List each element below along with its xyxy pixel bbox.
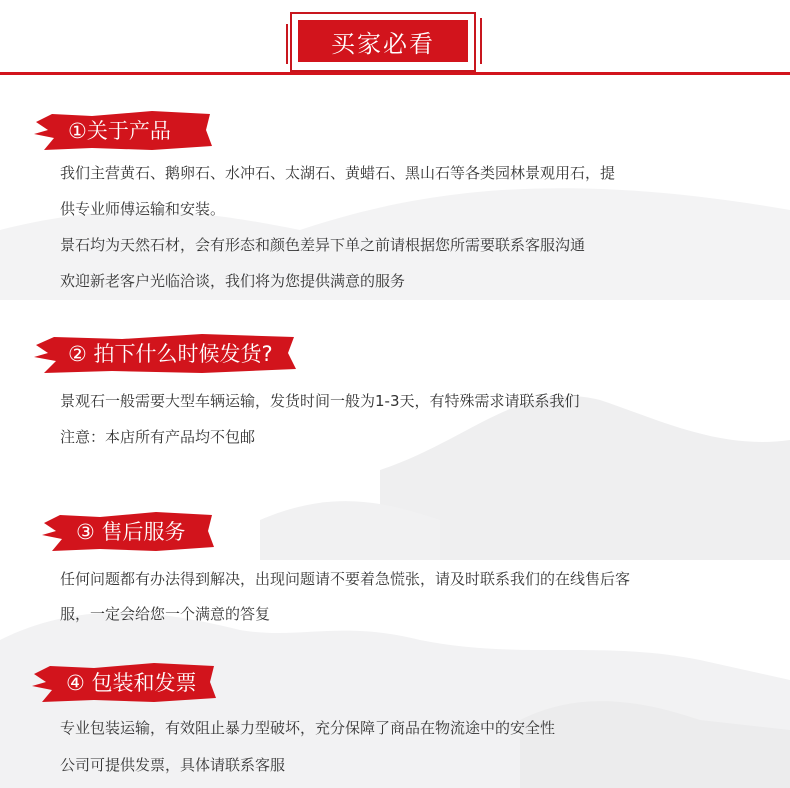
section-title: ①关于产品 [68,119,171,143]
section-text-line: 服，一定会给您一个满意的答复 [60,605,271,623]
header-rule [0,72,790,75]
section-text-line: 任何问题都有办法得到解决，出现问题请不要着急慌张，请及时联系我们的在线售后客 [60,570,631,588]
section-heading-shipping [32,331,296,375]
section-text-line: 供专业师傅运输和安装。 [60,200,226,218]
section-heading-products [32,108,212,152]
section-title: ③ 售后服务 [76,520,186,544]
section-text-line: 欢迎新老客户光临洽谈，我们将为您提供满意的服务 [60,272,406,290]
section-text-line: 公司可提供发票，具体请联系客服 [60,756,286,774]
page-title: 买家必看 [298,20,468,62]
section-title: ④ 包装和发票 [66,671,197,695]
section-text-line: 景观石一般需要大型车辆运输，发货时间一般为1-3天，有特殊需求请联系我们 [60,392,580,410]
section-heading-packaging [30,660,216,704]
section-text-line: 景石均为天然石材，会有形态和颜色差异下单之前请根据您所需要联系客服沟通 [60,236,586,254]
section-heading-after-sales [40,509,214,553]
section-text-line: 专业包装运输，有效阻止暴力型破坏，充分保障了商品在物流途中的安全性 [60,719,556,737]
section-text-line: 我们主营黄石、鹅卵石、水冲石、太湖石、黄蜡石、黑山石等各类园林景观用石，提 [60,164,616,182]
section-title: ② 拍下什么时候发货? [68,342,273,366]
title-banner [290,12,476,72]
section-text-line: 注意：本店所有产品均不包邮 [60,428,256,446]
